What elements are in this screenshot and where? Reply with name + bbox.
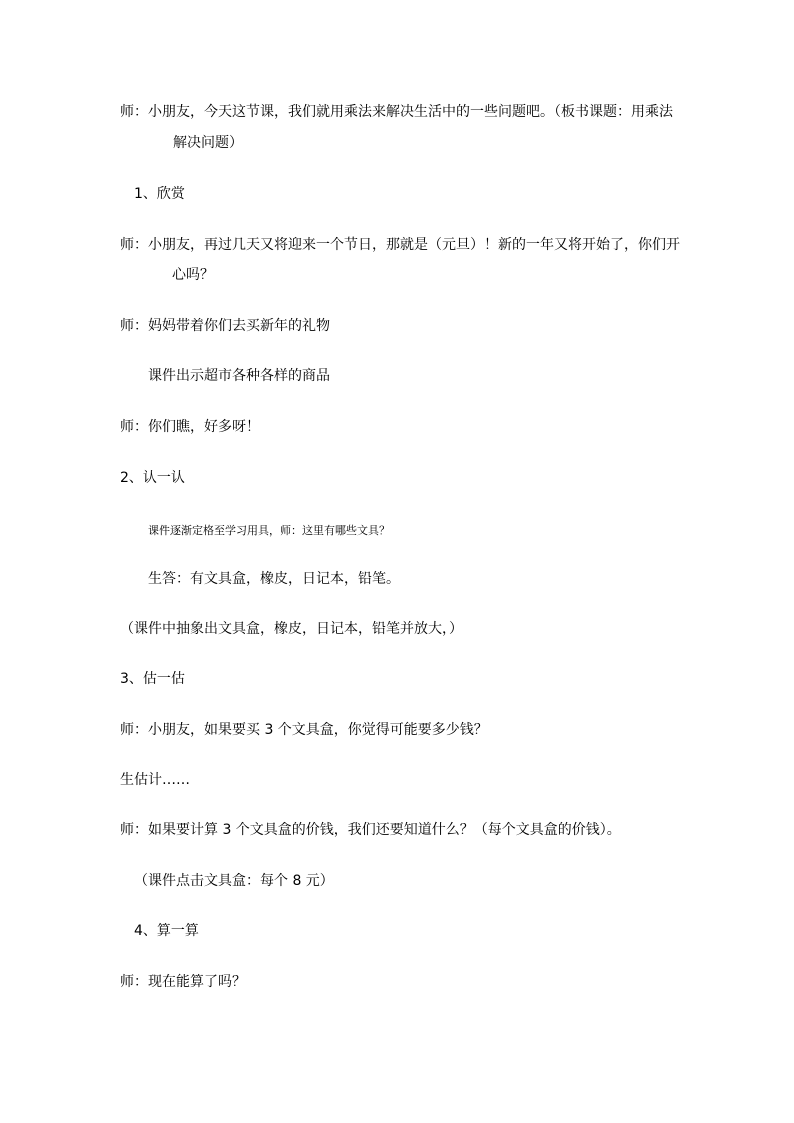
- paragraph-intro: 师：小朋友，今天这节课，我们就用乘法来解决生活中的一些问题吧。（板书课题：用乘法: [120, 104, 673, 120]
- paragraph-courseware-enlarge: （课件中抽象出文具盒，橡皮，日记本，铅笔并放大，）: [120, 621, 463, 637]
- section-heading-calculate: 4、算一算: [134, 923, 199, 939]
- paragraph-calc-question: 师：如果要计算 3 个文具盒的价钱，我们还要知道什么？（每个文具盒的价钱）。: [120, 822, 621, 838]
- paragraph-buy-question: 师：小朋友，如果要买 3 个文具盒，你觉得可能要多少钱？: [120, 722, 488, 738]
- paragraph-intro-continued: 解决问题）: [173, 135, 243, 151]
- paragraph-holiday: 师：小朋友，再过几天又将迎来一个节日，那就是（元旦）！新的一年又将开始了，你们开: [120, 237, 680, 253]
- paragraph-shopping: 师：妈妈带着你们去买新年的礼物: [120, 318, 330, 334]
- section-heading-recognize: 2、认一认: [120, 470, 185, 486]
- paragraph-courseware-goods: 课件出示超市各种各样的商品: [148, 368, 330, 384]
- paragraph-holiday-continued: 心吗？: [172, 267, 214, 283]
- paragraph-student-estimate: 生估计……: [120, 772, 190, 788]
- paragraph-student-answer: 生答：有文具盒，橡皮，日记本，铅笔。: [148, 571, 400, 587]
- section-heading-estimate: 3、估一估: [120, 671, 185, 687]
- paragraph-can-calc: 师：现在能算了吗？: [120, 974, 246, 990]
- paragraph-price-each: （课件点击文具盒：每个 8 元）: [134, 873, 334, 889]
- paragraph-look: 师：你们瞧，好多呀！: [120, 419, 260, 435]
- paragraph-stationery-question: 课件逐渐定格至学习用具，师：这里有哪些文具？: [148, 524, 390, 537]
- section-heading-appreciate: 1、欣赏: [134, 186, 185, 202]
